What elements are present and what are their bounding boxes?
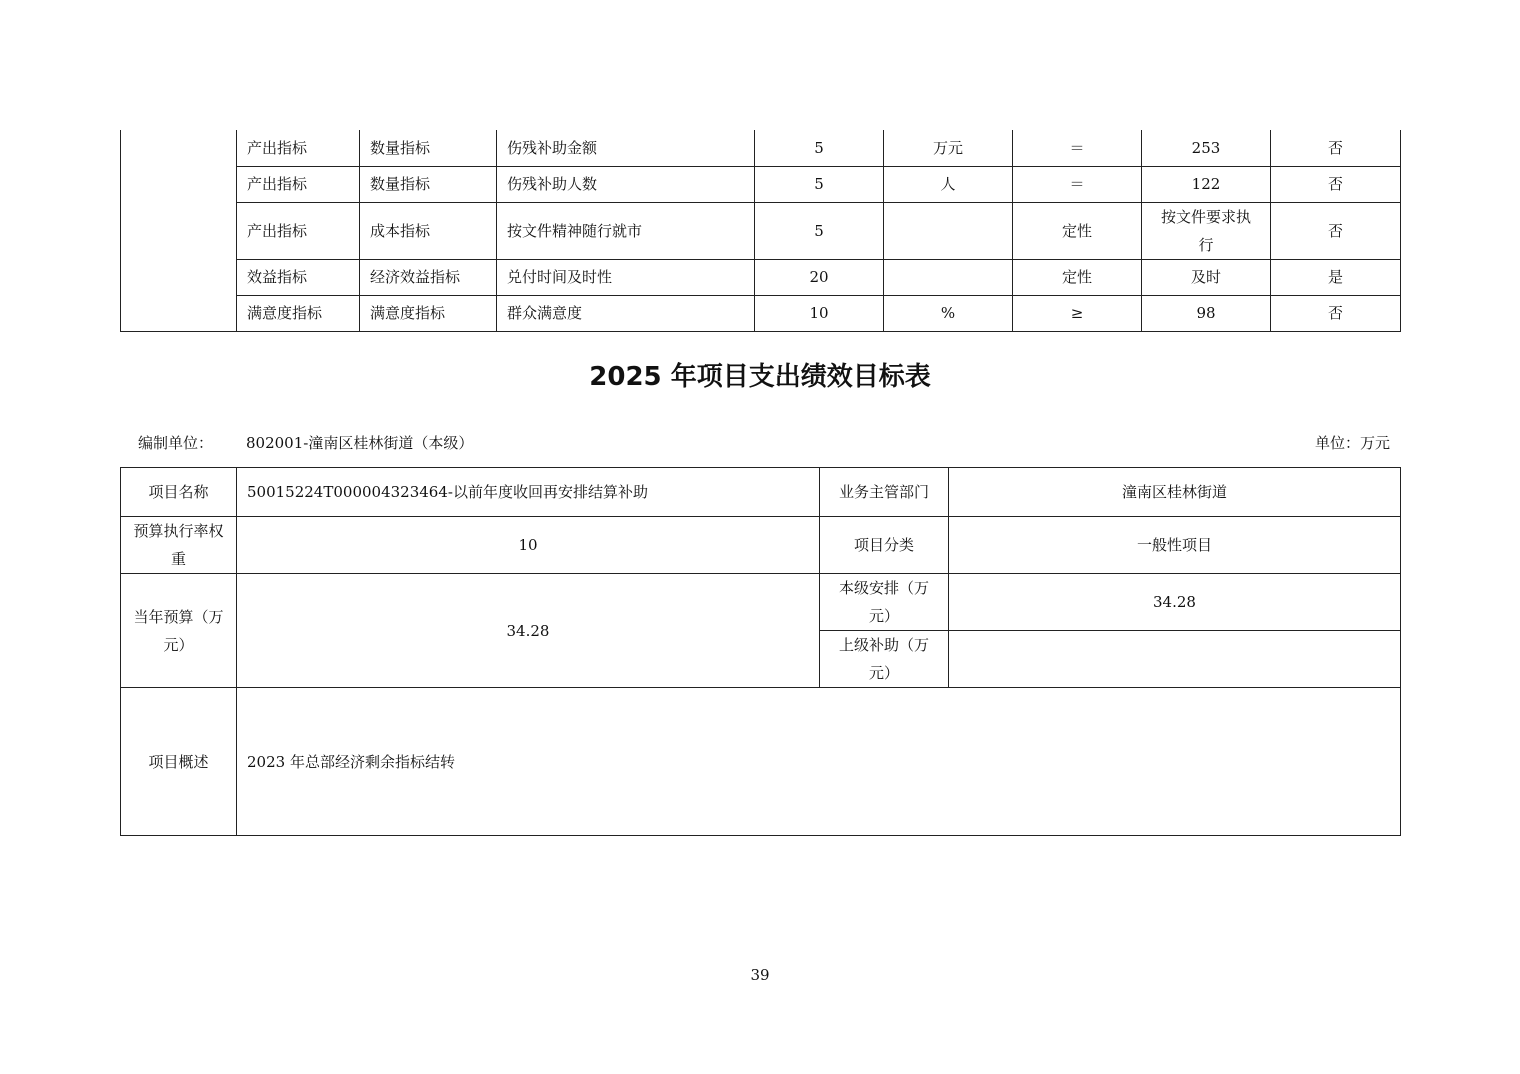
unit-cell <box>884 202 1013 259</box>
table-row <box>121 688 1401 836</box>
level3-cell: 按文件精神随行就市 <box>497 202 755 259</box>
target-cell: 及时 <box>1142 259 1271 295</box>
level3-cell: 群众满意度 <box>497 295 755 331</box>
target-cell: 按文件要求执行 <box>1142 202 1271 259</box>
core-cell: 否 <box>1271 130 1401 166</box>
page-number: 39 <box>750 966 770 984</box>
table-row <box>121 130 1401 166</box>
blank-cell <box>121 130 237 331</box>
dept-value: 潼南区桂林街道 <box>949 468 1401 517</box>
core-cell: 否 <box>1271 166 1401 202</box>
level2-cell: 满意度指标 <box>360 295 497 331</box>
dept-label: 业务主管部门 <box>820 468 949 517</box>
target-cell: 98 <box>1142 295 1271 331</box>
local-budget-label: 本级安排（万元） <box>820 574 949 631</box>
table-row <box>121 574 1401 631</box>
target-cell: 253 <box>1142 130 1271 166</box>
weight-cell: 10 <box>755 295 884 331</box>
budget-label: 当年预算（万元） <box>121 574 237 688</box>
category-value: 一般性项目 <box>949 517 1401 574</box>
core-cell: 否 <box>1271 295 1401 331</box>
unit-value: 802001-潼南区桂林街道（本级） <box>246 434 474 452</box>
currency-unit: 单位：万元 <box>1314 434 1390 452</box>
table-row <box>121 517 1401 574</box>
unit-cell: 万元 <box>884 130 1013 166</box>
project-table <box>120 467 1401 836</box>
category-label: 项目分类 <box>820 517 949 574</box>
unit-cell <box>884 259 1013 295</box>
weight-cell: 5 <box>755 202 884 259</box>
unit-cell: % <box>884 295 1013 331</box>
summary-label: 项目概述 <box>121 688 237 836</box>
table-row <box>121 202 1401 259</box>
weight-cell: 5 <box>755 166 884 202</box>
level2-cell: 数量指标 <box>360 130 497 166</box>
indicator-table-continued <box>120 130 1401 332</box>
weight-cell: 5 <box>755 130 884 166</box>
level2-cell: 经济效益指标 <box>360 259 497 295</box>
summary-value: 2023 年总部经济剩余指标结转 <box>237 688 1401 836</box>
level1-cell: 产出指标 <box>237 166 360 202</box>
operator-cell: ＝ <box>1013 130 1142 166</box>
target-cell: 122 <box>1142 166 1271 202</box>
operator-cell: ≥ <box>1013 295 1142 331</box>
level3-cell: 伤残补助金额 <box>497 130 755 166</box>
rate-value: 10 <box>237 517 820 574</box>
operator-cell: 定性 <box>1013 202 1142 259</box>
rate-label: 预算执行率权重 <box>121 517 237 574</box>
upper-subsidy-value <box>949 631 1401 688</box>
level1-cell: 效益指标 <box>237 259 360 295</box>
unit-label: 编制单位： <box>138 434 214 452</box>
operator-cell: 定性 <box>1013 259 1142 295</box>
table-row <box>121 468 1401 517</box>
level3-cell: 兑付时间及时性 <box>497 259 755 295</box>
local-budget-value: 34.28 <box>949 574 1401 631</box>
table-row <box>121 295 1401 331</box>
table-row <box>121 259 1401 295</box>
upper-subsidy-label: 上级补助（万元） <box>820 631 949 688</box>
page-title: 2025 年项目支出绩效目标表 <box>589 362 931 392</box>
unit-cell: 人 <box>884 166 1013 202</box>
unit-info-row <box>120 432 1390 456</box>
table-row <box>121 166 1401 202</box>
level1-cell: 产出指标 <box>237 130 360 166</box>
weight-cell: 20 <box>755 259 884 295</box>
project-name-label: 项目名称 <box>121 468 237 517</box>
operator-cell: ＝ <box>1013 166 1142 202</box>
core-cell: 否 <box>1271 202 1401 259</box>
level1-cell: 产出指标 <box>237 202 360 259</box>
level1-cell: 满意度指标 <box>237 295 360 331</box>
level2-cell: 成本指标 <box>360 202 497 259</box>
core-cell: 是 <box>1271 259 1401 295</box>
level3-cell: 伤残补助人数 <box>497 166 755 202</box>
budget-value: 34.28 <box>237 574 820 688</box>
level2-cell: 数量指标 <box>360 166 497 202</box>
project-name-value: 50015224T000004323464-以前年度收回再安排结算补助 <box>237 468 820 517</box>
